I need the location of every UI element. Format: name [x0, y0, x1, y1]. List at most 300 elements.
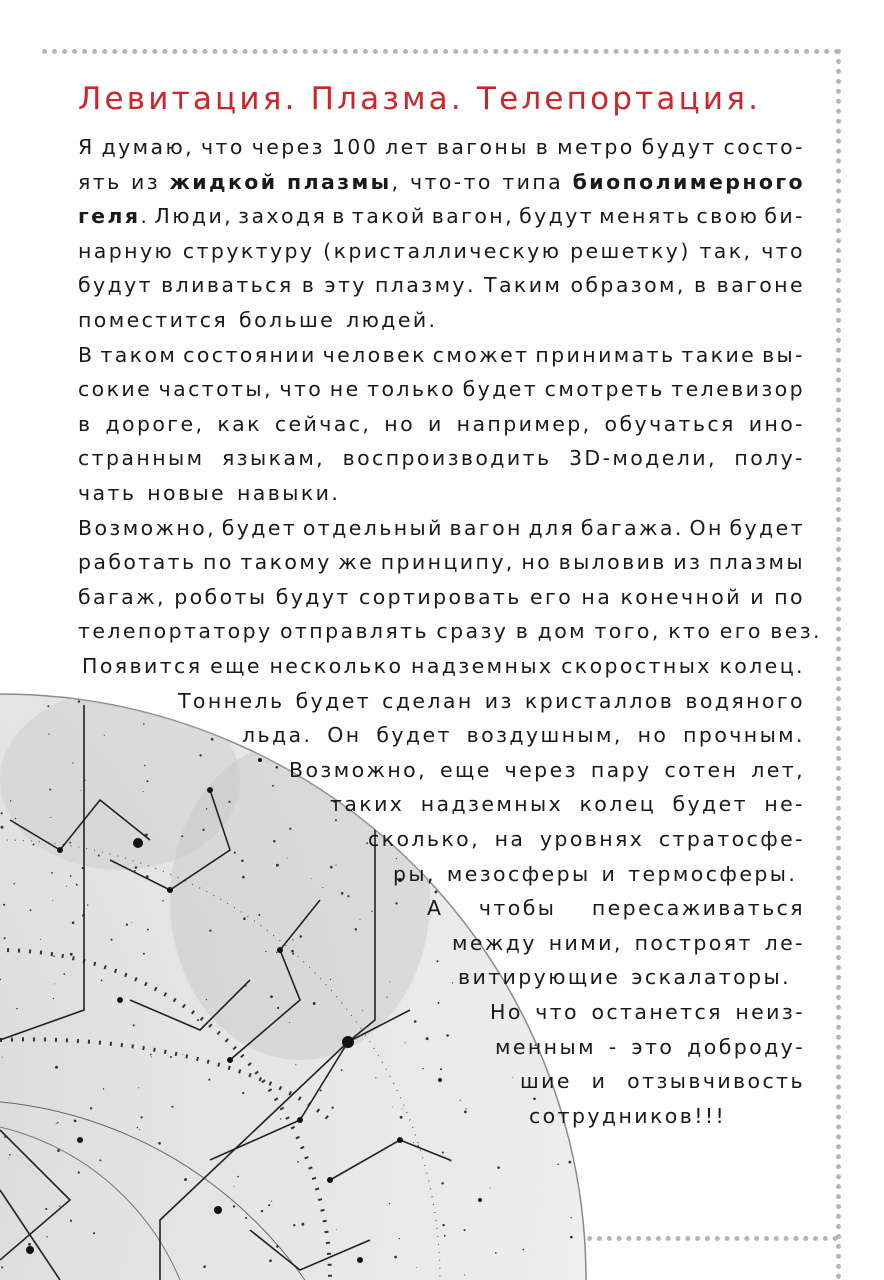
star-speck [49, 789, 51, 791]
text-line [78, 165, 805, 199]
text-word: как [217, 411, 262, 436]
star [342, 1036, 354, 1048]
star-speck [1, 812, 3, 814]
star [117, 997, 123, 1003]
star [277, 947, 283, 953]
star-speck [444, 1235, 446, 1237]
text-word: обучаться [604, 411, 736, 436]
text-line [490, 995, 805, 1029]
text-word: языкам, [221, 446, 326, 471]
star-speck [133, 1024, 135, 1026]
text-word: поместится [78, 308, 229, 332]
text-word: жидкой [169, 169, 278, 194]
star [357, 1257, 363, 1263]
star-speck [145, 833, 148, 836]
star-speck [146, 875, 149, 878]
star-speck [422, 1068, 423, 1069]
text-word: чтобы [478, 896, 557, 921]
text-word: багаж, [78, 584, 166, 609]
text-word: и [591, 1069, 608, 1094]
text-word: лет, [751, 757, 805, 782]
text-word: будет [729, 515, 805, 540]
star [258, 758, 262, 762]
star-speck [151, 1056, 152, 1057]
text-line [78, 441, 805, 475]
text-word: на [494, 827, 526, 851]
text-word: вы- [762, 342, 805, 367]
star-speck [82, 867, 84, 869]
text-word: пару [590, 757, 652, 782]
star-speck [50, 817, 51, 818]
star [438, 1078, 442, 1082]
text-word: будет [376, 723, 452, 748]
text-word: не [329, 377, 361, 402]
star-speck [280, 1118, 281, 1119]
text-line [495, 1030, 805, 1064]
text-word: неиз- [735, 1000, 805, 1024]
star-speck [74, 1120, 77, 1123]
star-speck [9, 1157, 10, 1158]
text-word: стратосфе- [658, 827, 805, 851]
text-word: и [750, 584, 766, 609]
text-word: по [774, 584, 805, 609]
star-speck [4, 1136, 6, 1138]
star-speck [9, 1154, 11, 1156]
text-word: - [608, 1034, 619, 1059]
star-speck [158, 1142, 161, 1145]
text-word: несколько [269, 654, 404, 678]
text-line [78, 407, 805, 441]
text-line [452, 926, 805, 960]
star-speck [394, 1256, 397, 1259]
star-speck [51, 872, 53, 874]
text-word: менять [599, 204, 692, 229]
star-speck [52, 900, 53, 901]
star-speck [10, 800, 11, 801]
star-speck [55, 1039, 57, 1041]
star-speck [446, 1034, 449, 1037]
text-line [78, 234, 805, 268]
star-speck [87, 904, 88, 905]
star-speck [272, 785, 274, 787]
text-line [520, 1064, 805, 1098]
text-word: Появится [82, 654, 203, 678]
text-word: например, [456, 411, 592, 436]
text-word: отправлять [279, 619, 429, 644]
star-speck [244, 984, 246, 986]
text-word: сделан [382, 688, 474, 713]
star-speck [56, 1123, 57, 1124]
text-word: отзывчивость [627, 1069, 805, 1094]
text-word: принципу, [380, 550, 515, 575]
text-word: вливаться [161, 273, 294, 298]
star-speck [139, 1129, 140, 1130]
star-speck [242, 1092, 244, 1094]
text-line [393, 857, 797, 891]
star-speck [291, 950, 294, 953]
text-word: шие [520, 1069, 572, 1094]
star [133, 838, 143, 848]
star-speck [568, 1161, 571, 1164]
star-speck [399, 1238, 400, 1239]
text-word: нарную [78, 238, 175, 263]
text-word: принимать [535, 342, 676, 367]
star-speck [70, 875, 72, 877]
text-word: прочным. [683, 723, 805, 748]
star-speck [441, 1182, 443, 1184]
star-speck [322, 887, 323, 888]
text-word: биополимерного [572, 169, 805, 194]
star-speck [146, 780, 148, 782]
star-speck [335, 865, 336, 866]
star-speck [150, 1054, 152, 1056]
star-speck [69, 842, 71, 844]
text-word: из [131, 169, 161, 194]
star-speck [360, 919, 361, 920]
star-speck [15, 818, 16, 819]
star [397, 1137, 403, 1143]
star-speck [28, 1243, 31, 1246]
text-line [78, 199, 805, 233]
star-speck [90, 1107, 92, 1109]
star-speck [82, 914, 85, 917]
star-speck [138, 838, 140, 840]
text-word: пересаживаться [591, 896, 805, 921]
star-speck [199, 754, 201, 756]
star-speck [426, 1037, 429, 1040]
star-speck [271, 1201, 272, 1202]
star-speck [460, 1099, 461, 1100]
star-speck [170, 1056, 172, 1058]
star-speck [347, 895, 349, 897]
text-word: Люди, [154, 204, 234, 229]
star-speck [261, 1210, 263, 1212]
star-speck [208, 1079, 210, 1081]
star [297, 1117, 303, 1123]
star-speck [293, 1224, 295, 1226]
star-speck [134, 870, 136, 872]
text-word: Таким [484, 273, 563, 298]
star-speck [211, 738, 214, 741]
star-speck [386, 997, 387, 998]
text-word: чать [78, 481, 137, 505]
star-speck [111, 939, 113, 941]
text-word: Он [327, 723, 362, 748]
text-word: ино- [748, 411, 805, 436]
text-word: что [200, 135, 245, 159]
text-word: же [338, 550, 375, 575]
text-word: уровнях [539, 827, 645, 851]
star-speck [206, 999, 207, 1000]
text-word: дороге, [105, 411, 205, 436]
text-word: но [384, 411, 416, 436]
text-word: таких [330, 792, 405, 817]
text-word: человек [322, 342, 427, 367]
text-word: сейчас, [274, 411, 372, 436]
text-word: Он [689, 515, 724, 540]
star-speck [395, 902, 397, 904]
star [167, 887, 173, 893]
star-speck [47, 705, 49, 707]
star-speck [362, 1010, 363, 1011]
text-word: телепортатору [78, 619, 273, 644]
text-word: на [581, 584, 613, 609]
text-word: сортировать [359, 584, 522, 609]
text-word: построят [634, 930, 753, 955]
page-title: Левитация. Плазма. Телепортация. [78, 81, 762, 117]
text-word: в [515, 619, 531, 644]
star-speck [138, 1087, 139, 1088]
star [207, 787, 213, 793]
star-speck [300, 935, 303, 938]
text-word: метро [557, 135, 635, 159]
text-word: ять [78, 169, 122, 194]
star-speck [452, 982, 453, 983]
star-speck [98, 855, 100, 857]
star-speck [171, 1106, 173, 1108]
star [327, 1177, 333, 1183]
star-speck [206, 808, 208, 810]
text-word: вез. [770, 619, 822, 644]
text-word: решетку) [570, 238, 691, 263]
text-word: будут [519, 204, 595, 229]
star-speck [276, 1245, 278, 1247]
text-word: не- [764, 792, 805, 817]
star-speck [442, 1224, 444, 1226]
text-word: и [427, 411, 444, 436]
text-word: через [504, 757, 578, 782]
text-word: больше [239, 308, 336, 332]
star-speck [571, 1217, 572, 1218]
text-word: еще [439, 757, 492, 782]
text-word: би- [764, 204, 805, 229]
star-speck [141, 1116, 143, 1118]
star-speck [341, 892, 344, 895]
text-word: будет [672, 792, 748, 817]
text-word: надземных [420, 792, 564, 817]
text-word: думаю, [101, 135, 195, 159]
text-word: менным [495, 1034, 596, 1059]
star-speck [59, 1205, 60, 1206]
text-line [78, 303, 437, 337]
text-word: кто [668, 619, 713, 644]
text-word: состо- [723, 135, 805, 159]
text-line [289, 753, 805, 787]
star-speck [270, 995, 273, 998]
text-word: новые [147, 481, 227, 505]
star-speck [438, 1002, 440, 1004]
text-word: Возможно, [78, 515, 217, 540]
text-word: будет [462, 377, 539, 402]
star-speck [131, 922, 132, 923]
star-speck [292, 939, 293, 940]
text-word: будет [295, 688, 372, 713]
star-speck [449, 1159, 451, 1161]
text-word: что-то [409, 169, 493, 194]
star-speck [241, 859, 244, 862]
text-word: по [203, 550, 234, 575]
text-word: телевизор [671, 377, 805, 402]
star-speck [54, 983, 55, 984]
text-word: льда. [242, 723, 313, 748]
text-word: такие [681, 342, 757, 367]
star-speck [2, 1057, 3, 1058]
star-speck [101, 980, 103, 982]
text-word: Но [490, 1000, 523, 1024]
star-speck [375, 1077, 376, 1078]
text-word: вагоны [436, 135, 529, 159]
text-line [427, 891, 805, 925]
star-speck [414, 1020, 417, 1023]
star-speck [586, 1190, 588, 1192]
star-speck [13, 883, 15, 885]
text-word: роботы [174, 584, 268, 609]
text-word: мезосферы [446, 861, 591, 886]
star-speck [289, 828, 291, 830]
star-speck [103, 1088, 104, 1089]
star-speck [30, 909, 32, 911]
star-speck [33, 844, 35, 846]
text-word: из [484, 688, 514, 713]
text-word: будет [221, 515, 298, 540]
text-word: так, [699, 238, 753, 263]
star-speck [341, 1069, 343, 1071]
star-speck [55, 1066, 58, 1069]
text-word: (кристаллическую [323, 238, 562, 263]
star-speck [197, 1019, 199, 1021]
text-word: 3D-модели, [568, 446, 717, 471]
star-speck [400, 1116, 403, 1119]
text-word: сотен [664, 757, 739, 782]
star-speck [16, 1008, 17, 1009]
star-speck [3, 904, 5, 906]
text-word: для [528, 515, 576, 540]
star-speck [442, 1152, 444, 1154]
star-speck [436, 960, 438, 962]
text-word: заходя [238, 204, 328, 229]
star-speck [289, 1022, 290, 1023]
star-speck [70, 953, 73, 956]
star-speck [203, 1265, 206, 1268]
star-speck [202, 829, 204, 831]
star [227, 1057, 233, 1063]
star-speck [97, 694, 100, 697]
star-speck [371, 910, 372, 911]
star-speck [63, 973, 65, 975]
text-word: выловив [558, 550, 667, 575]
text-word: багажа. [580, 515, 684, 540]
star-speck [167, 693, 169, 695]
star-speck [70, 1220, 72, 1222]
text-word: между [452, 930, 537, 955]
text-line [78, 130, 805, 164]
star [478, 1198, 482, 1202]
star [214, 1206, 222, 1214]
star-speck [301, 1223, 304, 1226]
star-speck [80, 790, 81, 791]
text-word: геля. [78, 204, 150, 229]
star-speck [287, 857, 288, 858]
text-line [178, 684, 805, 718]
text-word: сможет [432, 342, 530, 367]
star-speck [497, 1166, 500, 1169]
text-word: что [279, 377, 324, 402]
text-word: отдельный [302, 515, 444, 540]
star-speck [143, 791, 144, 792]
text-word: плазмы, [287, 169, 401, 194]
text-word: конечной [620, 584, 742, 609]
text-word: в [332, 204, 347, 229]
star-speck [276, 951, 278, 953]
text-word: типа [502, 169, 564, 194]
star-speck [4, 937, 6, 939]
text-line [529, 1099, 726, 1133]
text-word: 100 [331, 135, 379, 159]
text-word: людей. [346, 308, 438, 332]
star-speck [269, 1259, 272, 1262]
text-word: состоянии [183, 342, 317, 367]
star-speck [440, 1068, 442, 1070]
text-word: полу- [734, 446, 805, 471]
star-speck [258, 914, 260, 916]
star-speck [1, 826, 4, 829]
star-speck [570, 1236, 573, 1239]
text-line [368, 822, 805, 856]
text-word: и [601, 861, 618, 886]
text-word: кристаллов [524, 688, 675, 713]
star-speck [184, 1178, 187, 1181]
star-speck [277, 1007, 279, 1009]
star-speck [228, 801, 230, 803]
text-word: того, [594, 619, 661, 644]
text-word: сокие [78, 377, 153, 402]
text-word: колец. [719, 654, 805, 678]
text-word: через [251, 135, 325, 159]
star-speck [416, 1267, 417, 1268]
text-word: вагон, [431, 204, 514, 229]
text-word: его [530, 584, 574, 609]
text-line [78, 545, 805, 579]
text-word: структуру [182, 238, 315, 263]
text-word: ле- [764, 930, 805, 955]
star-speck [209, 929, 211, 931]
star-speck [336, 1229, 337, 1230]
text-word: смотреть [544, 377, 665, 402]
text-word: его [719, 619, 763, 644]
star-speck [313, 1002, 316, 1005]
text-word: из [673, 550, 703, 575]
star-speck [512, 1077, 513, 1078]
text-word: будут [78, 273, 154, 298]
star-speck [402, 1108, 403, 1109]
text-word: в [301, 273, 317, 298]
text-word: сколько, [368, 827, 481, 851]
text-word: сразу [436, 619, 509, 644]
text-word: но [637, 723, 669, 748]
star-speck [234, 852, 236, 854]
star-speck [84, 779, 86, 781]
text-word: в [535, 135, 551, 159]
star-speck [557, 1163, 559, 1165]
star-speck [330, 866, 333, 869]
star-speck [242, 876, 245, 879]
text-word: только [367, 377, 457, 402]
text-line [242, 718, 805, 752]
star-speck [76, 884, 78, 886]
star-speck [464, 1274, 465, 1275]
text-word: воздушным, [466, 723, 623, 748]
star-speck [389, 1203, 390, 1204]
